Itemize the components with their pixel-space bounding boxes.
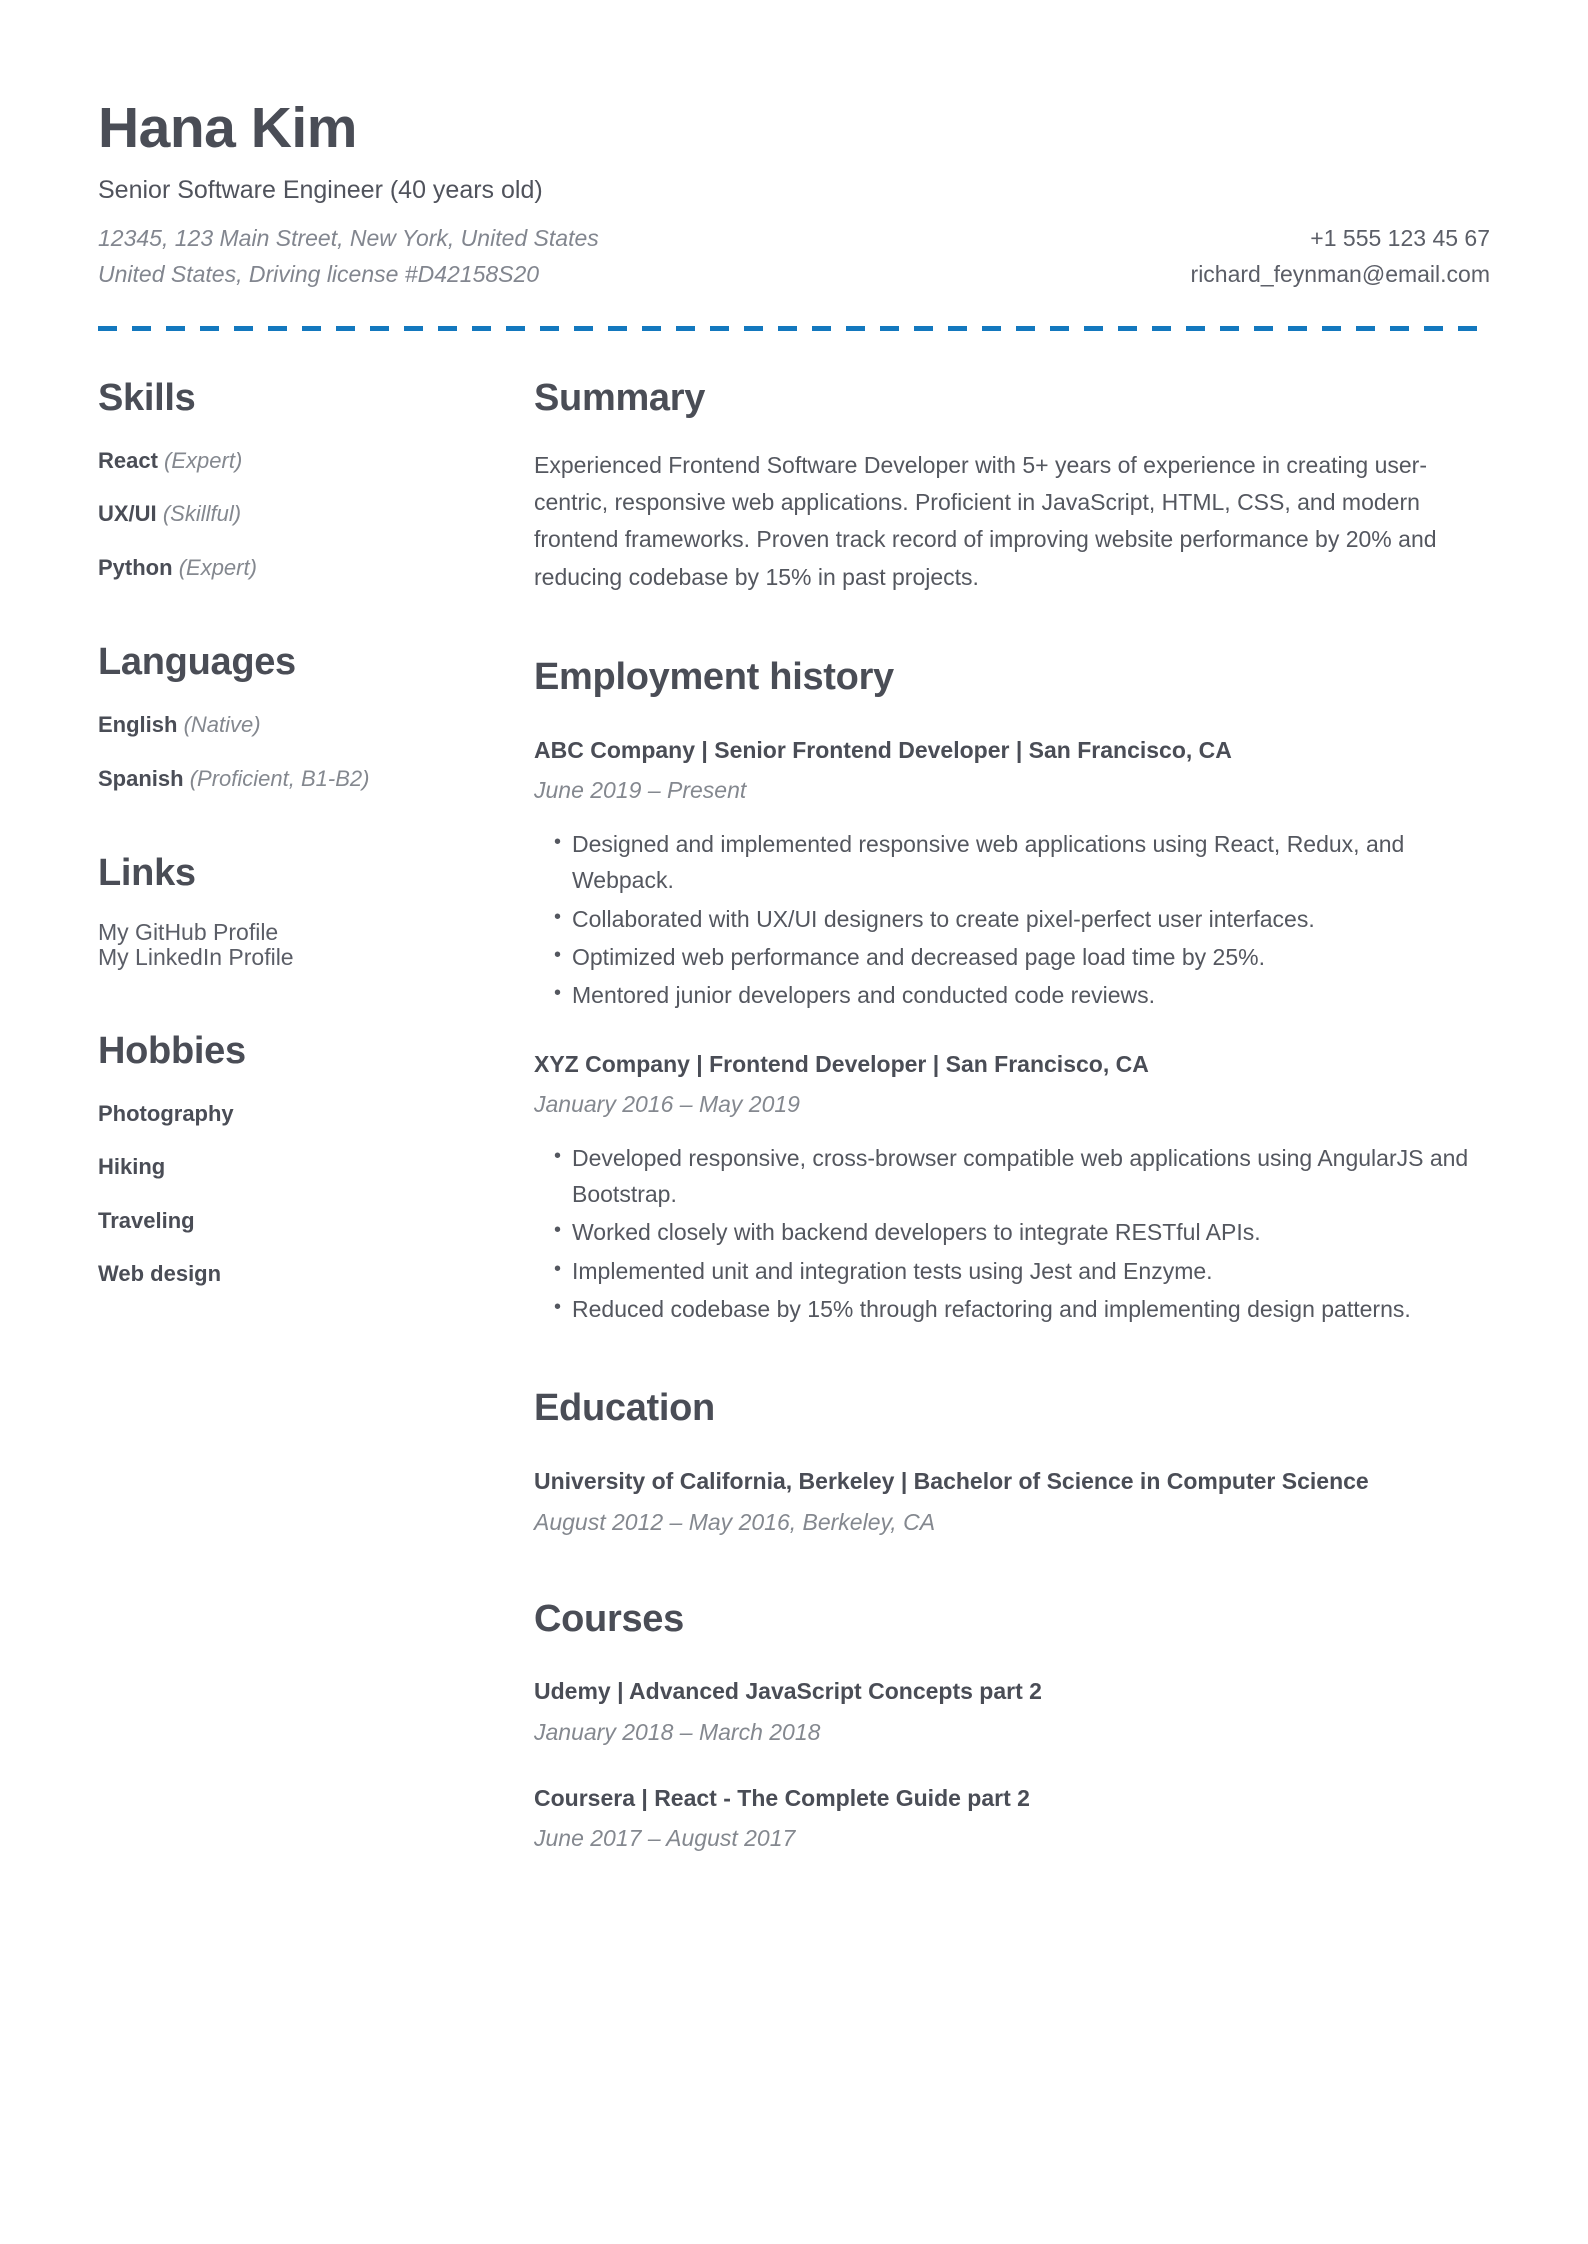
courses-section <box>534 1598 1490 1854</box>
courses-heading: Courses <box>534 1597 684 1640</box>
summary-heading: Summary <box>534 377 706 420</box>
summary-text: Experienced Frontend Software Developer with 5+ years of experience in creating user-centric, responsive web applications. Proficient in JavaScript, HTML, CSS, and modern frontend frameworks. Proven track record of improving website performance by 20% and reducing codebase by 15% in past projects. <box>534 451 1437 590</box>
bullet-item: • Collaborated with UX/UI designers to create pixel-perfect user interfaces. <box>534 901 1490 937</box>
links-list <box>98 920 534 970</box>
skill-name: React <box>98 447 158 473</box>
hobby-item: Hiking <box>98 1154 166 1180</box>
skill-level: (Expert) <box>178 554 257 580</box>
bullet-item: • Implemented unit and integration tests using Jest and Enzyme. <box>534 1253 1490 1289</box>
course-entry <box>534 1782 1490 1854</box>
employment-entry-date: June 2019 – Present <box>534 776 747 803</box>
skill-level: (Expert) <box>164 447 243 473</box>
education-heading: Education <box>534 1387 715 1430</box>
skill-name: UX/UI <box>98 501 157 527</box>
address-line-1: 12345, 123 Main Street, New York, United States <box>98 225 599 251</box>
employment-bullet-list <box>534 826 1490 1014</box>
employment-entry <box>534 1048 1490 1328</box>
language-name: Spanish <box>98 765 184 791</box>
email-address[interactable]: richard_feynman@email.com <box>1190 260 1490 287</box>
resume-header <box>98 96 1490 331</box>
bullet-item: • Worked closely with backend developers to integrate RESTful APIs. <box>534 1214 1490 1250</box>
skills-section <box>98 377 534 581</box>
education-entry <box>534 1465 1490 1538</box>
employment-heading: Employment history <box>534 655 894 698</box>
bullet-item: • Mentored junior developers and conducted code reviews. <box>534 977 1490 1013</box>
languages-heading: Languages <box>98 641 296 684</box>
skill-item <box>98 500 534 528</box>
language-level: (Proficient, B1-B2) <box>189 765 370 791</box>
hobbies-heading: Hobbies <box>98 1029 246 1072</box>
main-column <box>534 377 1490 1854</box>
hobbies-section <box>98 1030 534 1288</box>
hobby-item: Web design <box>98 1261 222 1287</box>
resume-body <box>98 377 1490 1854</box>
skill-item <box>98 554 534 582</box>
header-divider <box>98 326 1490 331</box>
course-entry-date: June 2017 – August 2017 <box>534 1824 796 1851</box>
hobby-item: Traveling <box>98 1207 195 1233</box>
education-section <box>534 1387 1490 1537</box>
language-item <box>98 711 534 739</box>
skills-heading: Skills <box>98 377 196 420</box>
contact-row-2 <box>98 257 1490 293</box>
language-item <box>98 765 534 793</box>
employment-bullet-list <box>534 1140 1490 1328</box>
link-item-linkedin[interactable]: My LinkedIn Profile <box>98 943 294 970</box>
candidate-job-title: Senior Software Engineer (40 years old) <box>98 176 543 204</box>
course-entry-heading: Udemy | Advanced JavaScript Concepts part 2 <box>534 1678 1042 1705</box>
employment-entry <box>534 734 1490 1014</box>
sidebar-column <box>98 377 534 1854</box>
employment-entry-date: January 2016 – May 2019 <box>534 1090 800 1117</box>
education-entry-date: August 2012 – May 2016, Berkeley, CA <box>534 1508 936 1535</box>
hobby-item: Photography <box>98 1100 234 1126</box>
contact-info <box>98 221 1490 292</box>
skill-item <box>98 447 534 475</box>
address-line-2: United States, Driving license #D42158S20 <box>98 260 540 287</box>
course-entry-date: January 2018 – March 2018 <box>534 1718 821 1745</box>
link-item-github[interactable]: My GitHub Profile <box>98 918 279 945</box>
links-heading: Links <box>98 852 196 895</box>
bullet-item: • Reduced codebase by 15% through refactoring and implementing design patterns. <box>534 1291 1490 1327</box>
course-entry-heading: Coursera | React - The Complete Guide part 2 <box>534 1784 1030 1811</box>
phone-number[interactable]: +1 555 123 45 67 <box>1310 225 1490 251</box>
language-level: (Native) <box>183 712 261 738</box>
bullet-item: • Optimized web performance and decreased page load time by 25%. <box>534 939 1490 975</box>
employment-entry-heading: XYZ Company | Frontend Developer | San Francisco, CA <box>534 1050 1149 1077</box>
languages-section <box>98 641 534 792</box>
bullet-item: • Developed responsive, cross-browser compatible web applications using AngularJS and Bootstrap. <box>534 1140 1490 1213</box>
summary-section <box>534 377 1490 596</box>
candidate-name: Hana Kim <box>98 96 357 160</box>
employment-section <box>534 656 1490 1327</box>
contact-row-1 <box>98 221 1490 257</box>
education-entry-heading: University of California, Berkeley | Bachelor of Science in Computer Science <box>534 1468 1369 1495</box>
skill-level: (Skillful) <box>162 501 242 527</box>
course-entry <box>534 1675 1490 1747</box>
employment-entry-heading: ABC Company | Senior Frontend Developer | San Francisco, CA <box>534 736 1232 763</box>
language-name: English <box>98 712 178 738</box>
bullet-item: • Designed and implemented responsive web applications using React, Redux, and Webpack. <box>534 826 1490 899</box>
links-section <box>98 852 534 970</box>
skill-name: Python <box>98 554 173 580</box>
